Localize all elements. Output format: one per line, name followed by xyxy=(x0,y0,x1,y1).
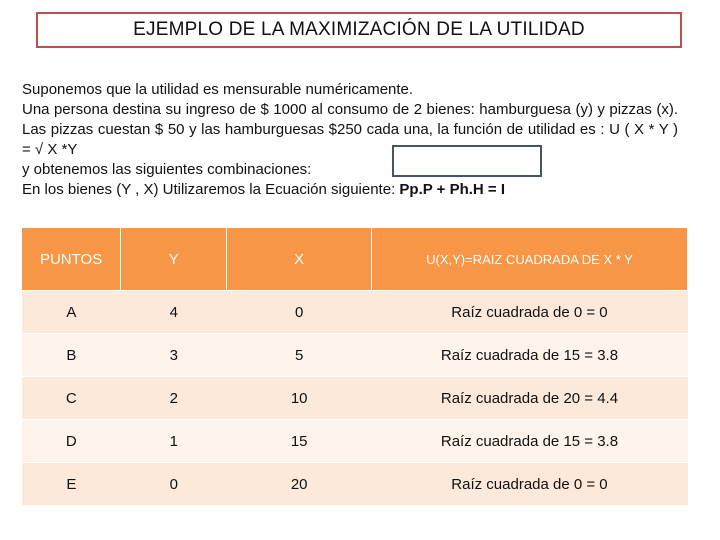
header-x: X xyxy=(227,228,372,291)
cell-punto: B xyxy=(22,334,121,377)
table-row xyxy=(22,377,688,420)
table-row xyxy=(22,463,688,506)
table-row xyxy=(22,420,688,463)
intro-paragraph xyxy=(22,80,678,200)
cell-utility: Raíz cuadrada de 0 = 0 xyxy=(371,291,687,334)
cell-punto: D xyxy=(22,420,121,463)
table-header-row xyxy=(22,228,688,291)
cell-y: 1 xyxy=(121,420,227,463)
header-y: Y xyxy=(121,228,227,291)
cell-y: 4 xyxy=(121,291,227,334)
cell-x: 0 xyxy=(227,291,372,334)
cell-utility: Raíz cuadrada de 15 = 3.8 xyxy=(371,420,687,463)
budget-equation: Pp.P + Ph.H = I xyxy=(399,181,505,198)
cell-x: 5 xyxy=(227,334,372,377)
cell-y: 2 xyxy=(121,377,227,420)
cell-y: 0 xyxy=(121,463,227,506)
paragraph-line-2: Una persona destina su ingreso de $ 1000 al consumo de 2 bienes: hamburguesa (y) y pizzas (x). Las pizzas cuestan $ 50 y las hamburguesas $250 cada una, la función de utilidad es : U ( X * Y ) = √ X *Y xyxy=(22,101,678,158)
cell-utility: Raíz cuadrada de 20 = 4.4 xyxy=(371,377,687,420)
cell-utility: Raíz cuadrada de 15 = 3.8 xyxy=(371,334,687,377)
slide-title-text: EJEMPLO DE LA MAXIMIZACIÓN DE LA UTILIDAD xyxy=(133,19,585,40)
equation-intro: En los bienes (Y , X) Utilizaremos la Ecuación siguiente: xyxy=(22,181,400,198)
cell-punto: C xyxy=(22,377,121,420)
paragraph-line-3: y obtenemos las siguientes combinaciones: xyxy=(22,161,312,178)
slide-title xyxy=(36,12,682,48)
paragraph-line-4 xyxy=(22,180,678,200)
table-row xyxy=(22,291,688,334)
utility-table xyxy=(22,228,688,505)
cell-x: 20 xyxy=(227,463,372,506)
cell-y: 3 xyxy=(121,334,227,377)
cell-utility: Raíz cuadrada de 0 = 0 xyxy=(371,463,687,506)
header-utility: U(X,Y)=RAIZ CUADRADA DE X * Y xyxy=(371,228,687,291)
paragraph-line-1: Suponemos que la utilidad es mensurable numéricamente. xyxy=(22,81,414,98)
table-row xyxy=(22,334,688,377)
cell-x: 10 xyxy=(227,377,372,420)
header-puntos: PUNTOS xyxy=(22,228,121,291)
cell-x: 15 xyxy=(227,420,372,463)
empty-rectangle xyxy=(392,145,542,177)
cell-punto: E xyxy=(22,463,121,506)
cell-punto: A xyxy=(22,291,121,334)
